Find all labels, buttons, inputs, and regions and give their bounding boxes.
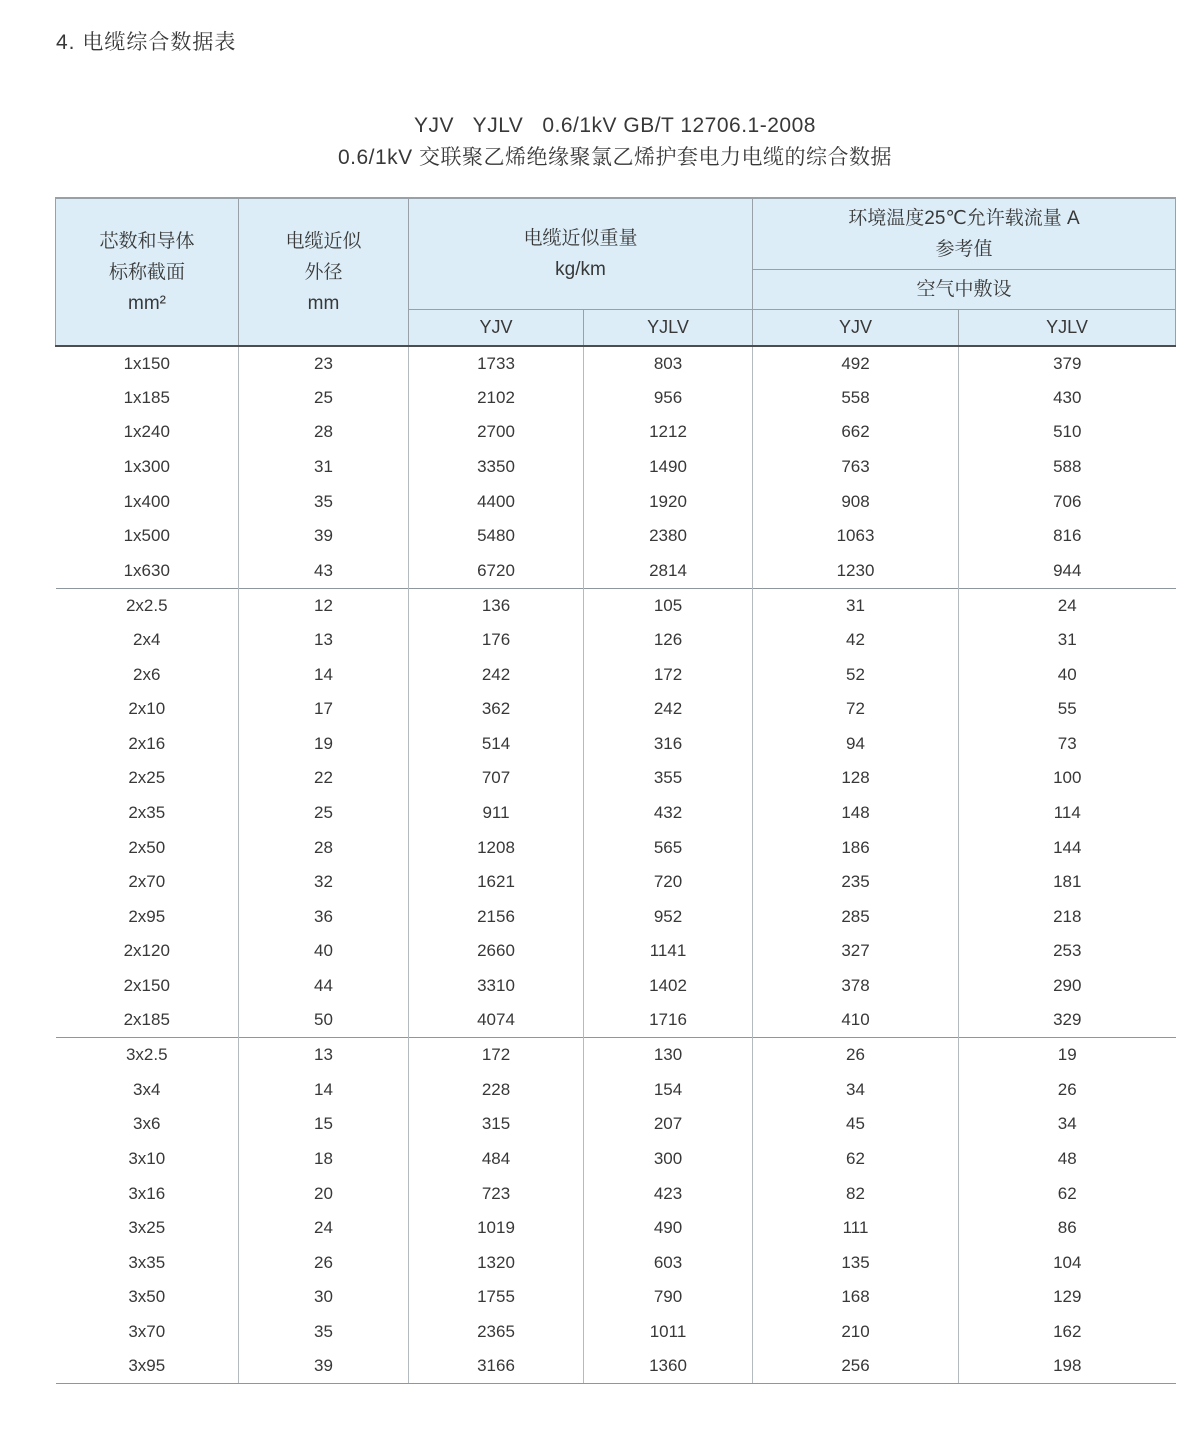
cell-ampacity-yjv: 52 xyxy=(753,657,959,692)
table-row xyxy=(56,900,1176,935)
cell-weight-yjv: 723 xyxy=(409,1176,584,1211)
cell-ampacity-yjv: 42 xyxy=(753,623,959,658)
cell-weight-yjv: 1320 xyxy=(409,1245,584,1280)
cell-ampacity-yjlv: 48 xyxy=(959,1142,1176,1177)
cell-ampacity-yjlv: 24 xyxy=(959,588,1176,623)
header-weight-yjlv: YJLV xyxy=(584,309,753,346)
cell-ampacity-yjv: 26 xyxy=(753,1038,959,1073)
cell-ampacity-yjlv: 34 xyxy=(959,1107,1176,1142)
cell-ampacity-yjlv: 253 xyxy=(959,934,1176,969)
table-row xyxy=(56,519,1176,554)
cell-spec: 3x16 xyxy=(56,1176,239,1211)
cell-weight-yjlv: 790 xyxy=(584,1280,753,1315)
cell-spec: 1x400 xyxy=(56,484,239,519)
cell-od-mm: 35 xyxy=(239,484,409,519)
cell-ampacity-yjlv: 62 xyxy=(959,1176,1176,1211)
cell-weight-yjv: 4074 xyxy=(409,1003,584,1038)
cell-weight-yjv: 228 xyxy=(409,1072,584,1107)
cell-od-mm: 50 xyxy=(239,1003,409,1038)
cell-od-mm: 23 xyxy=(239,346,409,381)
cell-ampacity-yjv: 378 xyxy=(753,969,959,1004)
table-row xyxy=(56,623,1176,658)
header-weight-unit: kg/km xyxy=(555,258,606,280)
cell-weight-yjv: 707 xyxy=(409,761,584,796)
cell-ampacity-yjv: 128 xyxy=(753,761,959,796)
cell-spec: 2x16 xyxy=(56,727,239,762)
cell-od-mm: 15 xyxy=(239,1107,409,1142)
cell-ampacity-yjlv: 26 xyxy=(959,1072,1176,1107)
cell-spec: 1x240 xyxy=(56,415,239,450)
cell-weight-yjv: 3310 xyxy=(409,969,584,1004)
cell-ampacity-yjv: 62 xyxy=(753,1142,959,1177)
cell-spec: 2x2.5 xyxy=(56,588,239,623)
cell-od-mm: 36 xyxy=(239,900,409,935)
cell-weight-yjv: 362 xyxy=(409,692,584,727)
cell-ampacity-yjlv: 86 xyxy=(959,1211,1176,1246)
cell-spec: 2x150 xyxy=(56,969,239,1004)
cell-od-mm: 39 xyxy=(239,519,409,554)
table-row xyxy=(56,761,1176,796)
table-row xyxy=(56,450,1176,485)
cell-ampacity-yjv: 327 xyxy=(753,934,959,969)
table-row xyxy=(56,796,1176,831)
cell-weight-yjlv: 130 xyxy=(584,1038,753,1073)
cell-weight-yjlv: 355 xyxy=(584,761,753,796)
header-od-line2: 外径 xyxy=(304,261,343,283)
cell-ampacity-yjv: 410 xyxy=(753,1003,959,1038)
header-od-line1: 电缆近似 xyxy=(285,230,362,252)
cell-od-mm: 20 xyxy=(239,1176,409,1211)
cell-ampacity-yjlv: 104 xyxy=(959,1245,1176,1280)
cell-weight-yjlv: 126 xyxy=(584,623,753,658)
cell-spec: 2x4 xyxy=(56,623,239,658)
cell-weight-yjlv: 2380 xyxy=(584,519,753,554)
cell-od-mm: 30 xyxy=(239,1280,409,1315)
cell-od-mm: 14 xyxy=(239,657,409,692)
cell-ampacity-yjlv: 100 xyxy=(959,761,1176,796)
table-row xyxy=(56,381,1176,416)
cell-ampacity-yjv: 94 xyxy=(753,727,959,762)
header-weight-group xyxy=(409,198,753,309)
cell-weight-yjlv: 172 xyxy=(584,657,753,692)
table-title-line1: YJV YJLV 0.6/1kV GB/T 12706.1-2008 xyxy=(414,114,816,137)
cell-od-mm: 25 xyxy=(239,796,409,831)
cell-ampacity-yjv: 186 xyxy=(753,830,959,865)
table-row xyxy=(56,1072,1176,1107)
cell-weight-yjlv: 1716 xyxy=(584,1003,753,1038)
table-row xyxy=(56,830,1176,865)
table-row xyxy=(56,934,1176,969)
header-weight-line1: 电缆近似重量 xyxy=(523,227,638,249)
cell-od-mm: 31 xyxy=(239,450,409,485)
cell-ampacity-yjv: 31 xyxy=(753,588,959,623)
header-weight-yjv: YJV xyxy=(409,309,584,346)
cell-ampacity-yjlv: 114 xyxy=(959,796,1176,831)
cell-weight-yjv: 2660 xyxy=(409,934,584,969)
cell-ampacity-yjlv: 198 xyxy=(959,1349,1176,1384)
cell-weight-yjv: 172 xyxy=(409,1038,584,1073)
table-row xyxy=(56,484,1176,519)
cell-spec: 2x185 xyxy=(56,1003,239,1038)
cell-od-mm: 43 xyxy=(239,554,409,589)
cell-weight-yjv: 136 xyxy=(409,588,584,623)
table-title-line2: 0.6/1kV 交联聚乙烯绝缘聚氯乙烯护套电力电缆的综合数据 xyxy=(337,146,893,169)
cell-ampacity-yjlv: 706 xyxy=(959,484,1176,519)
cell-od-mm: 12 xyxy=(239,588,409,623)
cell-od-mm: 28 xyxy=(239,415,409,450)
cell-ampacity-yjlv: 329 xyxy=(959,1003,1176,1038)
table-row xyxy=(56,657,1176,692)
cell-od-mm: 13 xyxy=(239,623,409,658)
cell-od-mm: 25 xyxy=(239,381,409,416)
cell-spec: 3x10 xyxy=(56,1142,239,1177)
cell-weight-yjv: 242 xyxy=(409,657,584,692)
cell-ampacity-yjv: 1230 xyxy=(753,554,959,589)
cell-od-mm: 26 xyxy=(239,1245,409,1280)
cell-ampacity-yjlv: 290 xyxy=(959,969,1176,1004)
cell-weight-yjlv: 423 xyxy=(584,1176,753,1211)
cell-od-mm: 18 xyxy=(239,1142,409,1177)
cell-spec: 3x35 xyxy=(56,1245,239,1280)
cell-weight-yjv: 911 xyxy=(409,796,584,831)
cell-ampacity-yjv: 1063 xyxy=(753,519,959,554)
cell-ampacity-yjlv: 40 xyxy=(959,657,1176,692)
cell-weight-yjlv: 720 xyxy=(584,865,753,900)
cell-weight-yjlv: 207 xyxy=(584,1107,753,1142)
cell-spec: 2x10 xyxy=(56,692,239,727)
header-core-line2: 标称截面 xyxy=(108,261,185,283)
cell-weight-yjlv: 956 xyxy=(584,381,753,416)
table-row xyxy=(56,1349,1176,1384)
table-body xyxy=(56,346,1176,1384)
cell-ampacity-yjv: 148 xyxy=(753,796,959,831)
cell-od-mm: 32 xyxy=(239,865,409,900)
cell-spec: 2x35 xyxy=(56,796,239,831)
table-row xyxy=(56,1142,1176,1177)
cell-ampacity-yjlv: 816 xyxy=(959,519,1176,554)
table-title-block xyxy=(55,110,1175,174)
cell-weight-yjlv: 154 xyxy=(584,1072,753,1107)
cell-ampacity-yjlv: 162 xyxy=(959,1315,1176,1350)
cell-weight-yjlv: 952 xyxy=(584,900,753,935)
cell-weight-yjlv: 242 xyxy=(584,692,753,727)
cell-ampacity-yjlv: 588 xyxy=(959,450,1176,485)
cell-ampacity-yjv: 210 xyxy=(753,1315,959,1350)
cell-ampacity-yjlv: 181 xyxy=(959,865,1176,900)
cell-weight-yjlv: 432 xyxy=(584,796,753,831)
cell-ampacity-yjv: 558 xyxy=(753,381,959,416)
cell-spec: 2x70 xyxy=(56,865,239,900)
cell-weight-yjv: 315 xyxy=(409,1107,584,1142)
cell-weight-yjv: 2102 xyxy=(409,381,584,416)
cell-spec: 1x500 xyxy=(56,519,239,554)
table-row xyxy=(56,346,1176,381)
header-ampacity-yjv: YJV xyxy=(753,309,959,346)
cell-weight-yjlv: 1490 xyxy=(584,450,753,485)
cell-ampacity-yjv: 135 xyxy=(753,1245,959,1280)
table-row xyxy=(56,1003,1176,1038)
table-row xyxy=(56,1038,1176,1073)
cell-weight-yjlv: 565 xyxy=(584,830,753,865)
cell-ampacity-yjlv: 944 xyxy=(959,554,1176,589)
header-ampacity-line2: 参考值 xyxy=(935,238,993,260)
cell-spec: 3x50 xyxy=(56,1280,239,1315)
cell-ampacity-yjv: 492 xyxy=(753,346,959,381)
cell-weight-yjv: 484 xyxy=(409,1142,584,1177)
cell-spec: 2x6 xyxy=(56,657,239,692)
table-row xyxy=(56,588,1176,623)
table-row xyxy=(56,415,1176,450)
section-title: 4. 电缆综合数据表 xyxy=(56,31,237,54)
cable-data-table xyxy=(55,197,1176,1384)
cell-ampacity-yjlv: 218 xyxy=(959,900,1176,935)
table-row xyxy=(56,1211,1176,1246)
cell-ampacity-yjlv: 19 xyxy=(959,1038,1176,1073)
header-laying-in-air: 空气中敷设 xyxy=(753,269,1176,309)
cell-weight-yjv: 4400 xyxy=(409,484,584,519)
table-row xyxy=(56,727,1176,762)
cell-ampacity-yjlv: 379 xyxy=(959,346,1176,381)
table-row xyxy=(56,554,1176,589)
cell-ampacity-yjv: 763 xyxy=(753,450,959,485)
cell-ampacity-yjv: 34 xyxy=(753,1072,959,1107)
header-core-section xyxy=(56,198,239,346)
cell-spec: 2x120 xyxy=(56,934,239,969)
cell-spec: 2x25 xyxy=(56,761,239,796)
cell-ampacity-yjv: 111 xyxy=(753,1211,959,1246)
table-header xyxy=(56,198,1176,346)
cell-weight-yjlv: 316 xyxy=(584,727,753,762)
cell-od-mm: 22 xyxy=(239,761,409,796)
cell-ampacity-yjlv: 129 xyxy=(959,1280,1176,1315)
cell-spec: 3x70 xyxy=(56,1315,239,1350)
cell-spec: 1x185 xyxy=(56,381,239,416)
header-core-unit: mm² xyxy=(128,292,166,314)
header-ampacity-yjlv: YJLV xyxy=(959,309,1176,346)
cell-od-mm: 40 xyxy=(239,934,409,969)
cell-weight-yjv: 5480 xyxy=(409,519,584,554)
cell-ampacity-yjv: 908 xyxy=(753,484,959,519)
cell-ampacity-yjv: 168 xyxy=(753,1280,959,1315)
cell-od-mm: 14 xyxy=(239,1072,409,1107)
cell-od-mm: 39 xyxy=(239,1349,409,1384)
cell-ampacity-yjv: 45 xyxy=(753,1107,959,1142)
cell-weight-yjv: 2156 xyxy=(409,900,584,935)
cell-od-mm: 17 xyxy=(239,692,409,727)
cell-od-mm: 35 xyxy=(239,1315,409,1350)
cell-weight-yjlv: 803 xyxy=(584,346,753,381)
header-outer-diameter xyxy=(239,198,409,346)
cell-ampacity-yjlv: 31 xyxy=(959,623,1176,658)
cell-spec: 1x150 xyxy=(56,346,239,381)
cell-ampacity-yjv: 72 xyxy=(753,692,959,727)
cell-weight-yjv: 3350 xyxy=(409,450,584,485)
cell-ampacity-yjv: 235 xyxy=(753,865,959,900)
header-od-unit: mm xyxy=(307,292,340,314)
cell-ampacity-yjlv: 55 xyxy=(959,692,1176,727)
cell-weight-yjv: 3166 xyxy=(409,1349,584,1384)
table-row xyxy=(56,1315,1176,1350)
cell-ampacity-yjlv: 510 xyxy=(959,415,1176,450)
table-row xyxy=(56,1107,1176,1142)
cell-weight-yjlv: 2814 xyxy=(584,554,753,589)
cell-weight-yjv: 514 xyxy=(409,727,584,762)
cell-od-mm: 28 xyxy=(239,830,409,865)
cell-ampacity-yjlv: 73 xyxy=(959,727,1176,762)
cell-od-mm: 13 xyxy=(239,1038,409,1073)
header-ampacity-group xyxy=(753,198,1176,269)
cell-spec: 3x25 xyxy=(56,1211,239,1246)
cell-od-mm: 24 xyxy=(239,1211,409,1246)
cell-weight-yjv: 2365 xyxy=(409,1315,584,1350)
cell-ampacity-yjv: 82 xyxy=(753,1176,959,1211)
cell-weight-yjlv: 300 xyxy=(584,1142,753,1177)
cell-weight-yjlv: 1212 xyxy=(584,415,753,450)
cell-spec: 3x4 xyxy=(56,1072,239,1107)
cell-spec: 3x2.5 xyxy=(56,1038,239,1073)
cell-weight-yjv: 6720 xyxy=(409,554,584,589)
cell-weight-yjlv: 1402 xyxy=(584,969,753,1004)
cell-ampacity-yjlv: 430 xyxy=(959,381,1176,416)
cell-ampacity-yjv: 256 xyxy=(753,1349,959,1384)
cell-weight-yjv: 1208 xyxy=(409,830,584,865)
cell-weight-yjlv: 1011 xyxy=(584,1315,753,1350)
cell-ampacity-yjv: 285 xyxy=(753,900,959,935)
cell-weight-yjlv: 1141 xyxy=(584,934,753,969)
cell-weight-yjlv: 603 xyxy=(584,1245,753,1280)
cell-ampacity-yjv: 662 xyxy=(753,415,959,450)
cell-od-mm: 19 xyxy=(239,727,409,762)
header-core-line1: 芯数和导体 xyxy=(99,230,195,252)
cell-weight-yjv: 176 xyxy=(409,623,584,658)
table-row xyxy=(56,969,1176,1004)
header-ampacity-line1: 环境温度25℃允许载流量 A xyxy=(848,207,1080,229)
table-row xyxy=(56,692,1176,727)
table-row xyxy=(56,1176,1176,1211)
cell-weight-yjlv: 105 xyxy=(584,588,753,623)
cell-weight-yjlv: 1360 xyxy=(584,1349,753,1384)
cell-spec: 3x95 xyxy=(56,1349,239,1384)
cell-spec: 1x300 xyxy=(56,450,239,485)
table-row xyxy=(56,1245,1176,1280)
cell-spec: 1x630 xyxy=(56,554,239,589)
table-row xyxy=(56,865,1176,900)
cell-weight-yjv: 1733 xyxy=(409,346,584,381)
cell-spec: 2x95 xyxy=(56,900,239,935)
cell-weight-yjv: 1755 xyxy=(409,1280,584,1315)
cell-weight-yjv: 1019 xyxy=(409,1211,584,1246)
cell-ampacity-yjlv: 144 xyxy=(959,830,1176,865)
cell-weight-yjv: 2700 xyxy=(409,415,584,450)
table-row xyxy=(56,1280,1176,1315)
cell-od-mm: 44 xyxy=(239,969,409,1004)
cell-weight-yjv: 1621 xyxy=(409,865,584,900)
cell-weight-yjlv: 1920 xyxy=(584,484,753,519)
cell-spec: 3x6 xyxy=(56,1107,239,1142)
cell-spec: 2x50 xyxy=(56,830,239,865)
cell-weight-yjlv: 490 xyxy=(584,1211,753,1246)
